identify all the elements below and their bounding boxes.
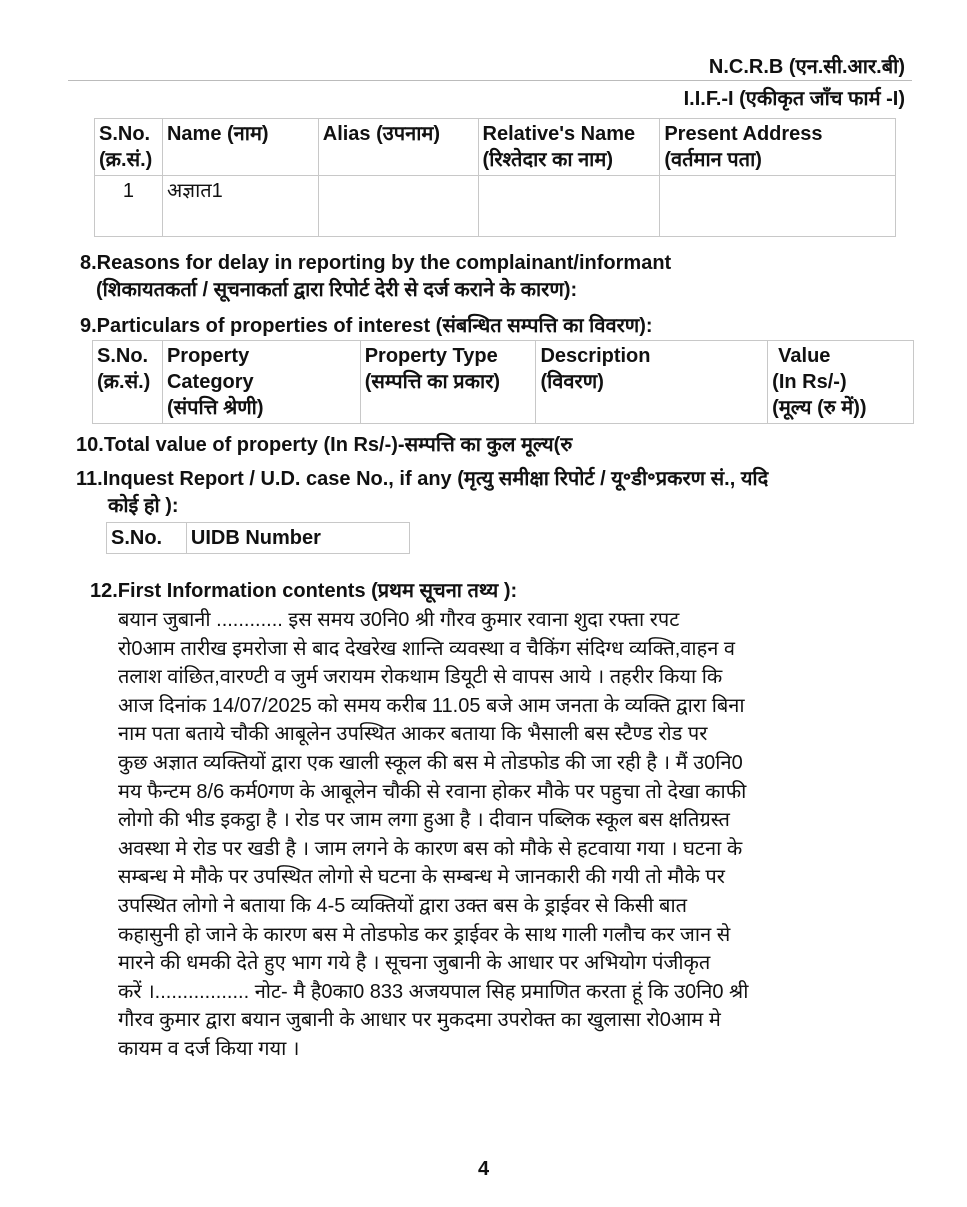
fir-line: लोगो की भीड इकट्ठा है । रोड पर जाम लगा हुआ है । दीवान पब्लिक स्कूल बस क्षतिग्रस्त (118, 809, 730, 832)
fir-line: मय फैन्टम 8/6 कर्म0गण के आबूलेन चौकी से रवाना होकर मौके पर पहुचा तो देखा काफी (118, 780, 747, 803)
accused-table (94, 118, 896, 237)
property-table-header (93, 341, 914, 424)
cell-name: अज्ञात1 (162, 176, 318, 237)
section-11-title-cont: कोई हो ): (108, 495, 179, 517)
col-present-address: Present Address (वर्तमान पता) (660, 119, 896, 176)
fir-line: नाम पता बताये चौकी आबूलेन उपस्थित आकर बताया कि भैसाली बस स्टैण्ड रोड पर (118, 723, 708, 746)
section-10-title: 10.Total value of property (In Rs/-)-सम्पत्ति का कुल मूल्य(रु (76, 434, 573, 456)
form-header-iif: I.I.F.-I (एकीकृत जाँच फार्म -I) (683, 88, 905, 110)
fir-line: तलाश वांछित,वारण्टी व जुर्म जरायम रोकथाम डियूटी से वापस आये । तहरीर किया कि (118, 666, 723, 689)
cell-relative (478, 176, 660, 237)
section-8-subtitle: (शिकायतकर्ता / सूचनाकर्ता द्वारा रिपोर्ट देरी से दर्ज कराने के कारण): (96, 279, 578, 301)
fir-line: आज दिनांक 14/07/2025 को समय करीब 11.05 बजे आम जनता के व्यक्ति द्वारा बिना (118, 694, 745, 717)
fir-line: सम्बन्ध मे मौके पर उपस्थित लोगो से घटना के सम्बन्ध मे जानकारी की गयी तो मौके पर (118, 866, 725, 889)
col-value: Value (In Rs/-) (मूल्य (रु में)) (768, 341, 914, 424)
uidb-table-header (107, 523, 410, 554)
table-row (95, 176, 896, 237)
page-number: 4 (477, 1158, 490, 1180)
col-uidb-number: UIDB Number (186, 523, 409, 554)
fir-line: उपस्थित लोगो ने बताया कि 4-5 व्यक्तियों द्वारा उक्त बस के ड्राईवर से किसी बात (118, 894, 688, 917)
header-divider (68, 80, 912, 81)
uidb-table (106, 522, 410, 554)
col-alias: Alias (उपनाम) (318, 119, 478, 176)
col-description: Description (विवरण) (536, 341, 768, 424)
fir-line: कुछ अज्ञात व्यक्तियों द्वारा एक खाली स्कूल की बस मे तोडफोड की जा रही है । मैं उ0नि0 (118, 751, 743, 774)
cell-alias (318, 176, 478, 237)
section-11-title: 11.Inquest Report / U.D. case No., if any (मृत्यु समीक्षा रिपोर्ट / यू॰डी॰प्रकरण सं., यदि (76, 468, 769, 490)
fir-line: मारने की धमकी देते हुए भाग गये है । सूचना जुबानी के आधार पर अभियोग पंजीकृत (118, 952, 711, 975)
first-information-contents (118, 606, 918, 1064)
cell-sno: 1 (95, 176, 163, 237)
col-property-category: Property Category (संपत्ति श्रेणी) (162, 341, 360, 424)
col-relative-name: Relative's Name (रिश्तेदार का नाम) (478, 119, 660, 176)
cell-address (660, 176, 896, 237)
col-property-type: Property Type (सम्पत्ति का प्रकार) (360, 341, 536, 424)
fir-line: कहासुनी हो जाने के कारण बस मे तोडफोड कर ड्राईवर के साथ गाली गलौच कर जान से (118, 923, 731, 946)
property-table (92, 340, 914, 424)
fir-line: करें ।................. नोट- मै है0का0 833 अजयपाल सिह प्रमाणित करता हूं कि उ0नि0 श्री (118, 980, 749, 1003)
section-8-title: 8.Reasons for delay in reporting by the complainant/informant (80, 252, 672, 274)
fir-line: बयान जुबानी ............ इस समय उ0नि0 श्री गौरव कुमार रवाना शुदा रफ्ता रपट (118, 609, 680, 631)
col-sno: S.No. (क्र.सं.) (95, 119, 163, 176)
section-12-title: 12.First Information contents (प्रथम सूचना तथ्य ): (90, 580, 518, 602)
fir-line: कायम व दर्ज किया गया । (118, 1037, 300, 1060)
col-sno: S.No. (क्र.सं.) (93, 341, 163, 424)
section-9-title: 9.Particulars of properties of interest (संबन्धित सम्पत्ति का विवरण): (80, 315, 653, 337)
fir-line: अवस्था मे रोड पर खडी है । जाम लगने के कारण बस को मौके से हटवाया गया । घटना के (118, 837, 743, 860)
fir-line: रो0आम तारीख इमरोजा से बाद देखरेख शान्ति व्यवस्था व चैकिंग संदिग्ध व्यक्ति,वाहन व (118, 637, 735, 660)
accused-table-header (95, 119, 896, 176)
form-header-ncrb: N.C.R.B (एन.सी.आर.बी) (708, 56, 905, 78)
col-name: Name (नाम) (162, 119, 318, 176)
col-sno: S.No. (107, 523, 187, 554)
fir-line: गौरव कुमार द्वारा बयान जुबानी के आधार पर मुकदमा उपरोक्त का खुलासा रो0आम मे (118, 1009, 721, 1032)
